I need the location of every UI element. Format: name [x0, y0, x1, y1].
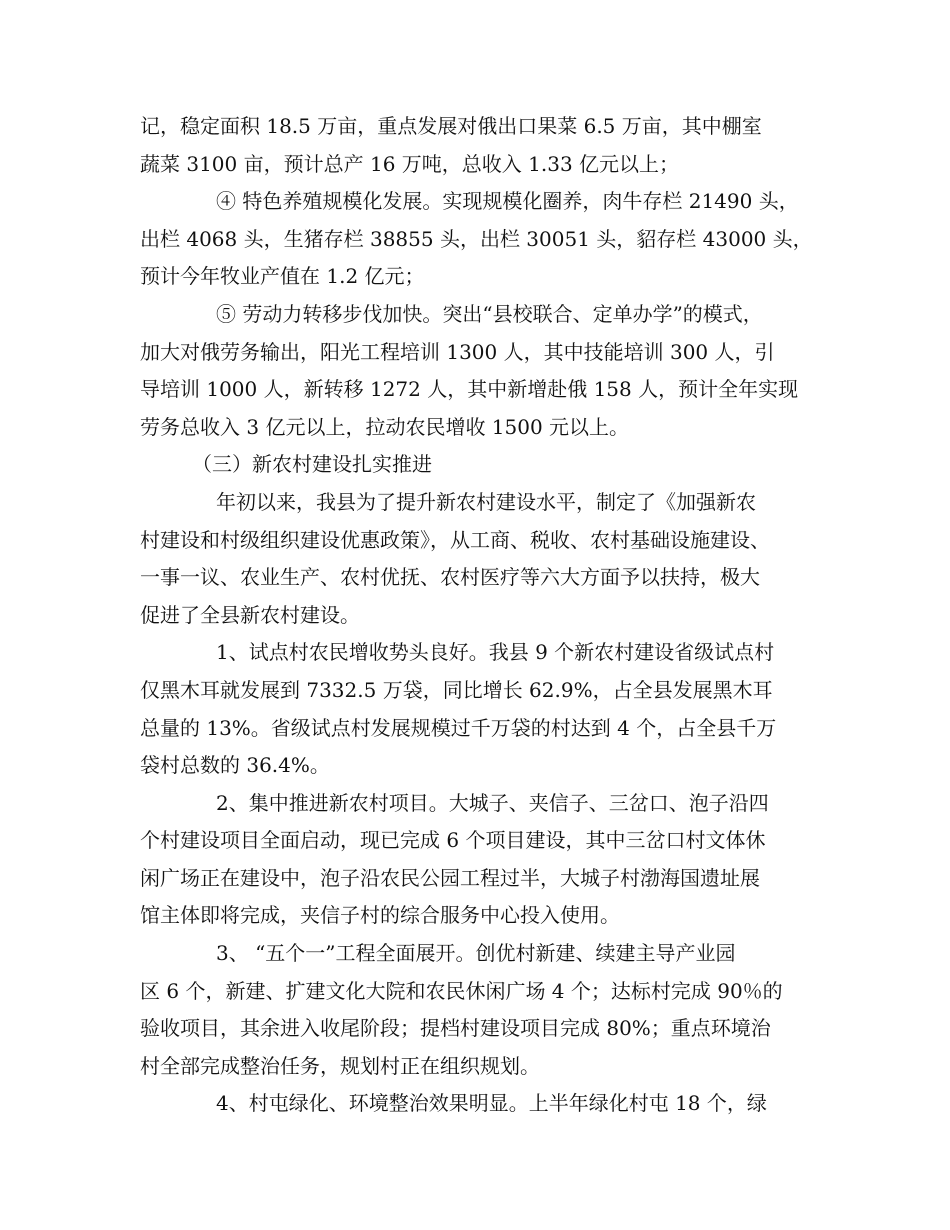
- text-line: 蔬菜 3100 亩，预计总产 16 万吨，总收入 1.33 亿元以上；: [140, 151, 680, 176]
- paragraph-item-2: [140, 785, 830, 935]
- text-line: 出栏 4068 头，生猪存栏 38855 头，出栏 30051 头，貂存栏 43000 头，: [140, 226, 813, 251]
- text-line: 袋村总数的 36.4%。: [140, 753, 330, 778]
- text-line: 仅黑木耳就发展到 7332.5 万袋，同比增长 62.9%，占全县发展黑木耳: [140, 677, 773, 702]
- text-line: 馆主体即将完成，夹信子村的综合服务中心投入使用。: [140, 903, 620, 928]
- text-line: 一事一议、农业生产、农村优抚、农村医疗等六大方面予以扶持，极大: [140, 565, 760, 590]
- text-line: 总量的 13%。省级试点村发展规模过千万袋的村达到 4 个，占全县千万: [140, 715, 777, 740]
- text-line: 劳务总收入 3 亿元以上，拉动农民增收 1500 元以上。: [140, 414, 630, 439]
- text-line: ⑤ 劳动力转移步伐加快。突出“县校联合、定单办学”的模式，: [216, 301, 763, 326]
- text-line: （三）新农村建设扎实推进: [192, 452, 432, 477]
- paragraph-livestock: [140, 183, 830, 296]
- text-line: 导培训 1000 人，新转移 1272 人，其中新增赴俄 158 人，预计全年实现: [140, 377, 799, 402]
- text-line: 个村建设项目全面启动，现已完成 6 个项目建设，其中三岔口村文体休: [140, 828, 766, 853]
- text-line: 1、试点村农民增收势头良好。我县 9 个新农村建设省级试点村: [216, 640, 775, 665]
- text-line: 年初以来，我县为了提升新农村建设水平，制定了《加强新农: [216, 489, 756, 514]
- document-body: [140, 108, 830, 1123]
- paragraph-item-4: [140, 1085, 830, 1123]
- text-line: 村建设和村级组织建设优惠政策》，从工商、税收、农村基础设施建设、: [140, 527, 770, 552]
- text-line: 3、 “五个一”工程全面展开。创优村新建、续建主导产业园: [216, 941, 736, 966]
- text-line: 区 6 个，新建、扩建文化大院和农民休闲广场 4 个；达标村完成 90％的: [140, 978, 783, 1003]
- text-line: 加大对俄劳务输出，阳光工程培训 1300 人，其中技能培训 300 人，引: [140, 339, 775, 364]
- paragraph-labor-transfer: [140, 296, 830, 446]
- paragraph-item-3: [140, 935, 830, 1085]
- paragraph-item-1: [140, 634, 830, 784]
- text-line: 预计今年牧业产值在 1.2 亿元；: [140, 264, 425, 289]
- text-line: 闲广场正在建设中，泡子沿农民公园工程过半，大城子村渤海国遗址展: [140, 865, 760, 890]
- text-line: 记，稳定面积 18.5 万亩，重点发展对俄出口果菜 6.5 万亩，其中棚室: [140, 114, 762, 138]
- section-heading: [140, 446, 830, 484]
- text-line: 2、集中推进新农村项目。大城子、夹信子、三岔口、泡子沿四: [216, 790, 769, 815]
- text-line: 验收项目，其余进入收尾阶段；提档村建设项目完成 80%；重点环境治: [140, 1016, 771, 1041]
- paragraph-crop-continuation: [140, 108, 830, 183]
- text-line: ④ 特色养殖规模化发展。实现规模化圈养，肉牛存栏 21490 头，: [216, 189, 799, 214]
- paragraph-intro: [140, 484, 830, 634]
- text-line: 村全部完成整治任务，规划村正在组织规划。: [140, 1053, 540, 1078]
- text-line: 促进了全县新农村建设。: [140, 602, 360, 627]
- text-line: 4、村屯绿化、环境整治效果明显。上半年绿化村屯 18 个，绿: [216, 1091, 767, 1116]
